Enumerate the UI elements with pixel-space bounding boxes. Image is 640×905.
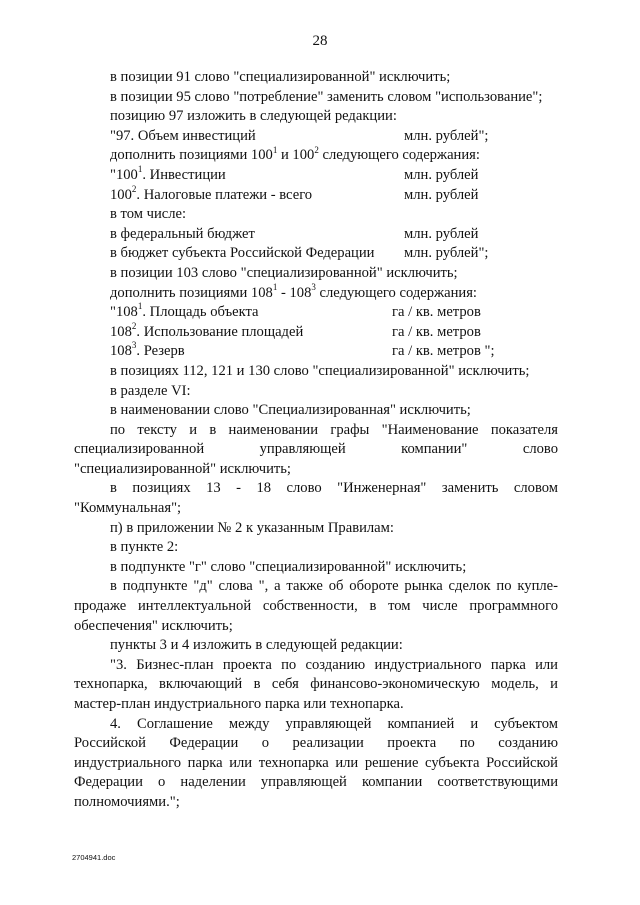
position-row-federal [74,225,558,245]
text-line: Федерации о наделении управляющей компании соответствующими [74,774,558,791]
position-unit: га / кв. метров "; [392,343,495,360]
text-line: в позиции 103 слово "специализированной" исключить; [110,264,458,281]
text-line: в том числе: [110,206,187,223]
text-line: продаже интеллектуальной собственности, в том числе программного [74,598,558,615]
text-line: в подпункте "д" слова ", а также об обороте рынка сделок по купле- [110,578,558,595]
superscript: 1 [272,281,278,292]
text-line: "Коммунальная"; [74,500,182,517]
text-line: "3. Бизнес-план проекта по созданию индустриального парка или [110,656,558,673]
text-line: в позиции 91 слово "специализированной" исключить; [110,69,451,85]
text-line: обеспечения" исключить; [74,617,233,634]
text-line: по тексту и в наименовании графы "Наименование показателя [110,421,558,438]
text-line: в позициях 112, 121 и 130 слово "специализированной" исключить; [110,362,530,379]
position-label: $108^3$. Резерв [110,340,185,360]
text-line: 4. Соглашение между управляющей компанией и субъектом [110,715,558,732]
position-row-100-2 [74,183,558,206]
text-line: индустриального парка или технопарка или решение субъекта Российской [74,754,558,771]
text-line: дополнить позициями $100^1$ и $100^2$ следующего содержания: [110,144,480,164]
position-unit: млн. рублей [404,225,479,242]
file-name-footer: 2704941.doc [72,853,116,862]
position-unit: га / кв. метров [392,323,481,340]
text-line: мастер-план индустриального парка или технопарка. [74,696,404,712]
text-line: полномочиями."; [74,793,180,810]
text-line: специализированной управляющей компании" слово [74,441,558,458]
position-unit: га / кв. метров [392,304,481,321]
text-line: дополнить позициями $108^1 - 108^3$ следующего содержания: [110,281,477,301]
position-label: $108^2$. Использование площадей [110,320,304,340]
text-line: в позициях 13 - 18 слово "Инженерная" заменить словом [110,480,558,497]
superscript: 3 [311,281,316,292]
superscript: 2 [314,144,319,155]
text-line: п) в приложении № 2 к указанным Правилам: [110,519,394,536]
text-line: в позиции 95 слово "потребление" заменить словом "использование"; [110,88,543,105]
superscript: 1 [272,144,278,155]
position-unit: млн. рублей"; [404,127,489,144]
text-line: в подпункте "г" слово "специализированной" исключить; [110,558,467,575]
position-label: "$100^1$. Инвестиции [110,164,226,183]
position-row-97 [74,127,558,147]
text-line: в пункте 2: [110,539,179,556]
text-line: в разделе VI: [110,382,191,399]
page-number: 28 [312,33,328,49]
text-line: пункты 3 и 4 изложить в следующей редакции: [110,637,403,654]
position-label: "$108^1$. Площадь объекта [110,301,259,321]
position-label: "97. Объем инвестиций [110,127,256,144]
position-label: в бюджет субъекта Российской Федерации [110,245,375,262]
text-line: позицию 97 изложить в следующей редакции: [110,108,397,125]
position-unit: млн. рублей [404,166,479,183]
text-line: в наименовании слово "Специализированная" исключить; [110,402,471,419]
document-body [74,68,558,813]
position-row-100-1 [74,166,558,186]
text-line: технопарка, включающий в себя финансово-экономическую модель, и [74,676,558,693]
position-row-108-1 [74,303,558,323]
position-unit: млн. рублей"; [404,245,489,262]
position-label: в федеральный бюджет [110,225,255,242]
position-label: $100^2$. Налоговые платежи - всего [110,183,313,203]
position-row-108-2 [74,320,558,343]
text-line: "специализированной" исключить; [74,460,291,477]
text-line: Российской Федерации о реализации проекта по созданию [74,735,558,752]
position-row-108-3 [74,342,558,362]
position-unit: млн. рублей [404,186,479,203]
position-row-subject [74,244,558,264]
